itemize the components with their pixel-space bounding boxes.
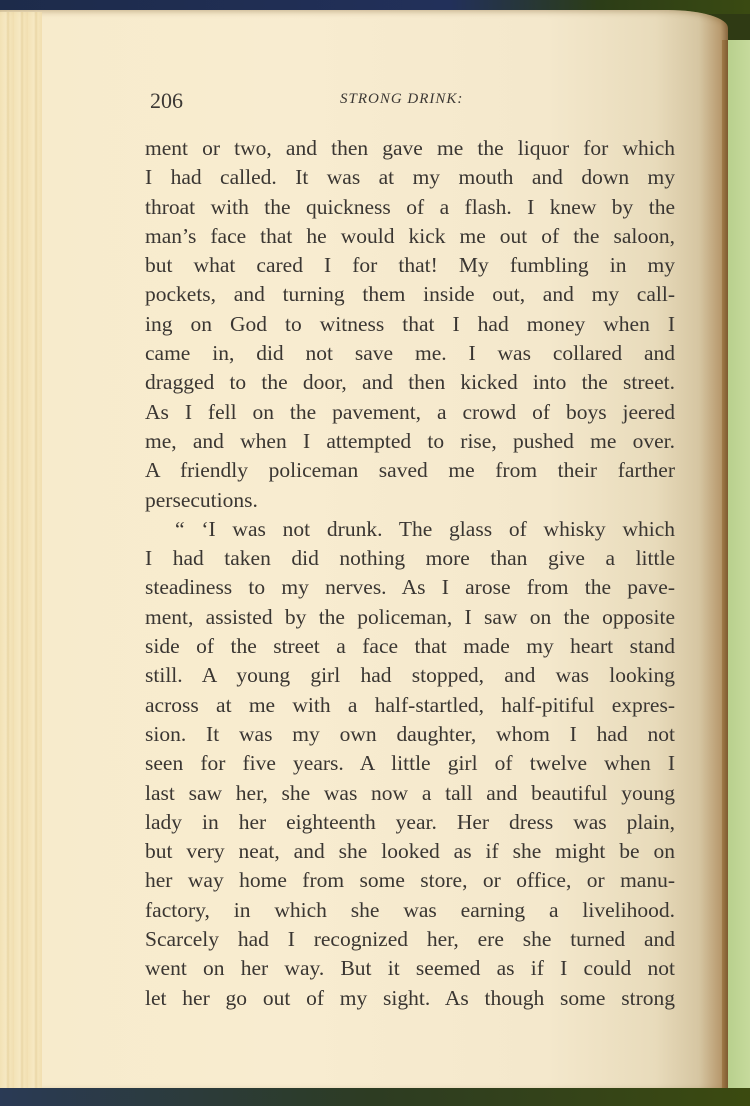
text-line: pockets, and turning them inside out, and my call-: [145, 282, 675, 307]
text-line: ment, assisted by the policeman, I saw on the opposite: [145, 604, 675, 629]
text-line: dragged to the door, and then kicked into the street.: [145, 370, 675, 395]
text-line: her way home from some store, or office, or manu-: [145, 868, 675, 893]
page-header: [150, 88, 670, 114]
text-line: ing on God to witness that I had money when I: [145, 311, 675, 336]
text-line: A friendly policeman saved me from their farther: [145, 458, 675, 483]
text-line: I had taken did nothing more than give a little: [145, 546, 675, 571]
text-line: factory, in which she was earning a livelihood.: [145, 897, 675, 922]
page-gutter: [722, 40, 728, 1090]
text-line: came in, did not save me. I was collared and: [145, 341, 675, 366]
text-line: persecutions.: [145, 487, 258, 512]
text-line: side of the street a face that made my heart stand: [145, 634, 675, 659]
text-line: ment or two, and then gave me the liquor for which: [145, 136, 675, 160]
text-line: across at me with a half-startled, half-pitiful expres-: [145, 692, 675, 717]
text-line: seen for five years. A little girl of twelve when I: [145, 751, 675, 776]
text-line: I had called. It was at my mouth and down my: [145, 165, 675, 190]
text-line: let her go out of my sight. As though some strong: [145, 985, 675, 1010]
text-line: lady in her eighteenth year. Her dress was plain,: [145, 809, 675, 834]
text-line: last saw her, she was now a tall and beautiful young: [145, 780, 675, 805]
text-line: steadiness to my nerves. As I arose from the pave-: [145, 575, 675, 600]
background-bottom: [0, 1088, 750, 1106]
running-head: STRONG DRINK:: [340, 91, 464, 107]
text-line: went on her way. But it seemed as if I could not: [145, 956, 675, 981]
text-line: “ ‘I was not drunk. The glass of whisky which: [175, 516, 675, 541]
body-text: [145, 134, 675, 1013]
background-right: [726, 40, 750, 1090]
text-line: As I fell on the pavement, a crowd of boys jeered: [145, 399, 675, 424]
text-line: but very neat, and she looked as if she might be on: [145, 839, 675, 864]
text-line: still. A young girl had stopped, and was looking: [145, 663, 675, 688]
page-number: 206: [150, 88, 183, 113]
text-line: Scarcely had I recognized her, ere she turned and: [145, 927, 675, 952]
text-line: sion. It was my own daughter, whom I had not: [145, 721, 675, 746]
page-edges: [0, 12, 42, 1092]
text-line: me, and when I attempted to rise, pushed me over.: [145, 428, 675, 453]
text-line: man’s face that he would kick me out of the saloon,: [145, 223, 675, 248]
text-line: but what cared I for that! My fumbling in my: [145, 253, 675, 278]
text-line: throat with the quickness of a flash. I knew by the: [145, 194, 675, 219]
